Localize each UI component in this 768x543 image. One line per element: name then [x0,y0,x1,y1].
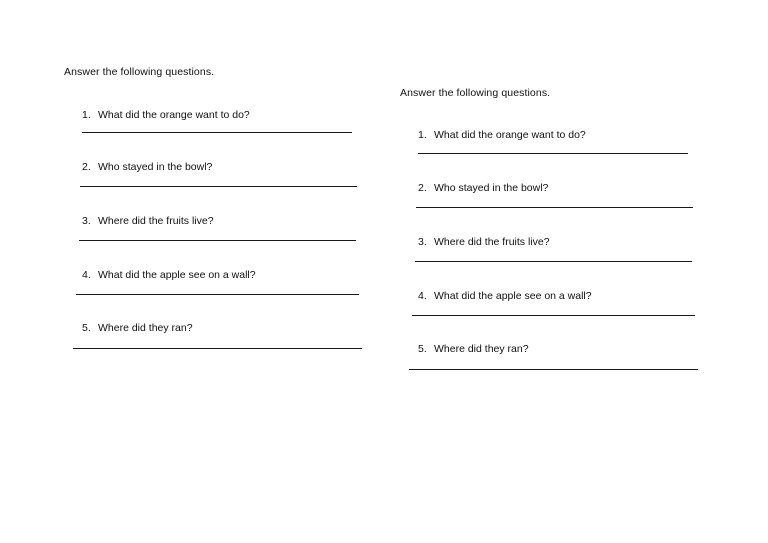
answer-line[interactable] [412,315,695,316]
answer-line[interactable] [416,207,693,208]
question-list [64,108,364,349]
question-number: 2. [82,161,91,173]
question-item [64,268,364,295]
worksheet-right [400,85,700,370]
question-item [64,214,364,241]
answer-line[interactable] [409,369,698,370]
question-number: 5. [418,343,427,355]
answer-line[interactable] [80,186,357,187]
question-text: Who stayed in the bowl? [434,182,549,194]
question-item [64,108,364,133]
question-number: 2. [418,182,427,194]
answer-line[interactable] [418,153,688,154]
question-item [400,235,700,262]
question-item [400,181,700,208]
question-text: What did the apple see on a wall? [98,269,256,281]
question-text: Where did the fruits live? [98,215,214,227]
question-number: 1. [82,109,91,121]
instruction-text: Answer the following questions. [400,87,551,99]
answer-line[interactable] [79,240,356,241]
question-number: 4. [82,269,91,281]
question-number: 3. [418,236,427,248]
instruction-text: Answer the following questions. [64,66,215,78]
question-number: 4. [418,290,427,302]
question-text: Who stayed in the bowl? [98,161,213,173]
question-text: What did the orange want to do? [434,129,586,141]
answer-line[interactable] [82,132,352,133]
question-item [400,289,700,316]
question-item [64,321,364,349]
question-text: Where did the fruits live? [434,236,550,248]
question-text: Where did they ran? [98,322,193,334]
question-text: What did the orange want to do? [98,109,250,121]
question-text: Where did they ran? [434,343,529,355]
answer-line[interactable] [73,348,362,349]
question-list [400,128,700,370]
question-item [64,160,364,187]
question-number: 3. [82,215,91,227]
question-text: What did the apple see on a wall? [434,290,592,302]
question-item [400,128,700,154]
answer-line[interactable] [415,261,692,262]
answer-line[interactable] [76,294,359,295]
question-number: 5. [82,322,91,334]
question-item [400,342,700,370]
question-number: 1. [418,129,427,141]
worksheet-left [64,64,364,349]
